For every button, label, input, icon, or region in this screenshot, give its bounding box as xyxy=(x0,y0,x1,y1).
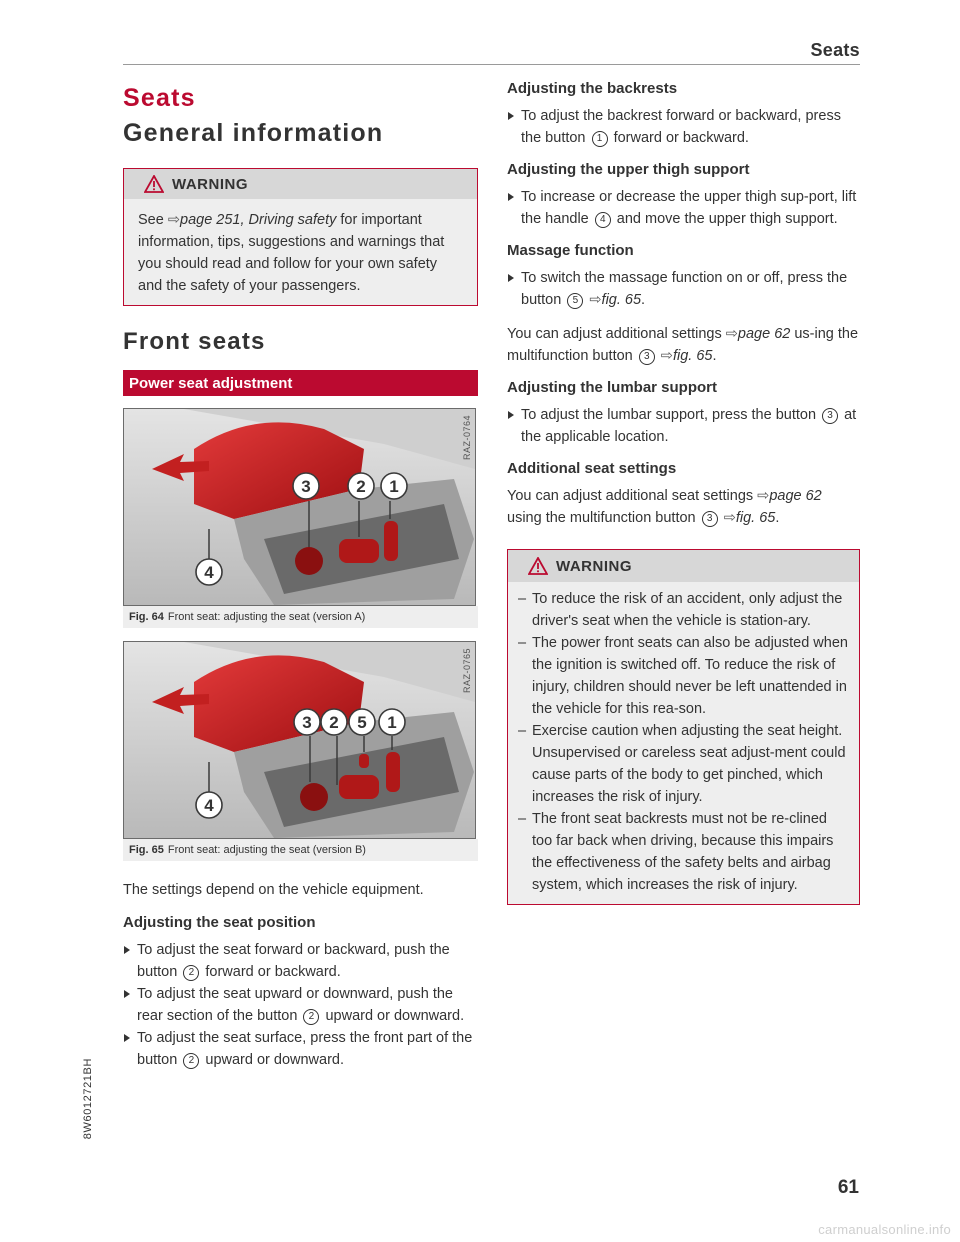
seat-illustration-b xyxy=(124,642,475,838)
callout-3: 3 xyxy=(301,477,311,496)
list-item: – The power front seats can also be adjusted when the ignition is switched off. To reduce the risk of injury, children should never be left unattended in the vehicle for this rea-son. xyxy=(508,632,849,720)
bullet-massage: To switch the massage function on or off, press the button 5 ⇨fig. 65. xyxy=(507,267,860,311)
warning-label: WARNING xyxy=(556,557,632,575)
warning-header xyxy=(508,550,859,582)
callout-ref-3: 3 xyxy=(822,408,838,424)
arrow-ref-icon: ⇨ xyxy=(725,326,738,342)
warning-list xyxy=(508,588,849,896)
warning-box-front-seats xyxy=(507,549,860,905)
callout-ref-3: 3 xyxy=(702,511,718,527)
heading-thigh-support: Adjusting the upper thigh support xyxy=(507,161,750,178)
callout-3: 3 xyxy=(302,713,312,732)
callout-ref-1: 1 xyxy=(592,131,608,147)
callout-ref-2: 2 xyxy=(303,1009,319,1025)
fig-ref-link[interactable]: fig. 65 xyxy=(672,348,713,364)
list-item: – To reduce the risk of an accident, only adjust the driver's seat when the vehicle is station-ary. xyxy=(508,588,849,632)
list-item: – The front seat backrests must not be re-clined too far back when driving, because this impairs the effectiveness of the safety belts and airbag system, which increases the risk of injury. xyxy=(508,808,849,896)
arrow-ref-icon: ⇨ xyxy=(656,348,673,364)
callout-2: 2 xyxy=(329,713,339,732)
section-title-front-seats: Front seats xyxy=(123,328,266,355)
callout-4: 4 xyxy=(204,796,214,815)
page-ref-link[interactable]: page 62 xyxy=(769,488,822,504)
figure-64-image xyxy=(123,408,476,606)
callout-ref-4: 4 xyxy=(595,212,611,228)
callout-1: 1 xyxy=(387,713,397,732)
figure-65-caption: Fig. 65 Front seat: adjusting the seat (version B) xyxy=(123,839,478,861)
heading-backrests: Adjusting the backrests xyxy=(507,80,678,97)
page-number: 61 xyxy=(837,1177,859,1198)
running-head: Seats xyxy=(810,40,860,60)
heading-massage: Massage function xyxy=(507,242,634,259)
bullet-lumbar: To adjust the lumbar support, press the button 3 at the applicable location. xyxy=(507,404,860,448)
callout-1: 1 xyxy=(389,477,399,496)
arrow-ref-icon: ⇨ xyxy=(757,488,770,504)
bullet-backrest: To adjust the backrest forward or backward, press the button 1 forward or backward. xyxy=(507,105,860,149)
heading-seat-position: Adjusting the seat position xyxy=(123,914,316,931)
fig-ref-link[interactable]: fig. 65 xyxy=(601,292,642,308)
list-item: – Exercise caution when adjusting the seat height. Unsupervised or careless seat adjust-ment could cause parts of the body to get pinched, which increases the risk of injury. xyxy=(508,720,849,808)
subsection-bar-power-seat: Power seat adjustment xyxy=(123,370,478,396)
right-column xyxy=(507,80,860,905)
heading-additional-settings: Additional seat settings xyxy=(507,460,677,477)
arrow-ref-icon: ⇨ xyxy=(585,292,602,308)
settings-depend-text: The settings depend on the vehicle equipment. xyxy=(123,882,424,898)
figure-65-image xyxy=(123,641,476,839)
bullet-seat-surface: To adjust the seat surface, press the front part of the button 2 upward or downward. xyxy=(123,1027,478,1071)
bullet-thigh: To increase or decrease the upper thigh sup-port, lift the handle 4 and move the upper thigh support. xyxy=(507,186,860,230)
warning-box-general xyxy=(123,168,478,306)
figure-64-code: RAZ-0764 xyxy=(462,415,472,461)
callout-ref-3: 3 xyxy=(639,349,655,365)
watermark: carmanualsonline.info xyxy=(818,1222,951,1237)
left-column xyxy=(123,80,478,1071)
warning-label: WARNING xyxy=(172,175,248,193)
callout-2: 2 xyxy=(356,477,366,496)
fig-ref-link[interactable]: fig. 65 xyxy=(735,510,776,526)
callout-ref-2: 2 xyxy=(183,965,199,981)
page-ref-link[interactable]: page 62 xyxy=(737,326,791,342)
seat-illustration-a xyxy=(124,409,475,605)
callout-4: 4 xyxy=(204,563,214,582)
callout-ref-5: 5 xyxy=(567,293,583,309)
chapter-title: Seats xyxy=(123,84,196,112)
callout-5: 5 xyxy=(357,713,367,732)
additional-seat-settings-text: You can adjust additional seat settings ⇨page 62 using the multifunction button 3 ⇨fig. 65. xyxy=(507,488,822,526)
page-ref-link[interactable]: page 251, Driving safety xyxy=(180,212,337,228)
callout-ref-2: 2 xyxy=(183,1053,199,1069)
bullet-forward-backward: To adjust the seat forward or backward, push the button 2 forward or backward. xyxy=(123,939,478,983)
figure-64-caption: Fig. 64 Front seat: adjusting the seat (version A) xyxy=(123,606,478,628)
warning-triangle-icon xyxy=(528,557,548,575)
arrow-ref-icon: ⇨ xyxy=(167,212,180,228)
section-title-general: General information xyxy=(123,119,384,147)
additional-settings-text: You can adjust additional settings ⇨page 62 us-ing the multifunction button 3 ⇨fig. 65. xyxy=(507,326,859,364)
bullet-up-down: To adjust the seat upward or downward, push the rear section of the button 2 upward or downward. xyxy=(123,983,478,1027)
warning-triangle-icon xyxy=(144,175,164,193)
header-rule xyxy=(123,64,860,65)
warning-header xyxy=(124,169,477,199)
heading-lumbar: Adjusting the lumbar support xyxy=(507,379,717,396)
arrow-ref-icon: ⇨ xyxy=(723,510,736,526)
document-code: 8W6012721BH xyxy=(82,1058,94,1140)
figure-65-code: RAZ-0765 xyxy=(462,648,472,694)
warning-text: See ⇨page 251, Driving safety for important information, tips, suggestions and warnings that you should read and follow for your own safety and the safety of your passengers. xyxy=(138,212,445,294)
